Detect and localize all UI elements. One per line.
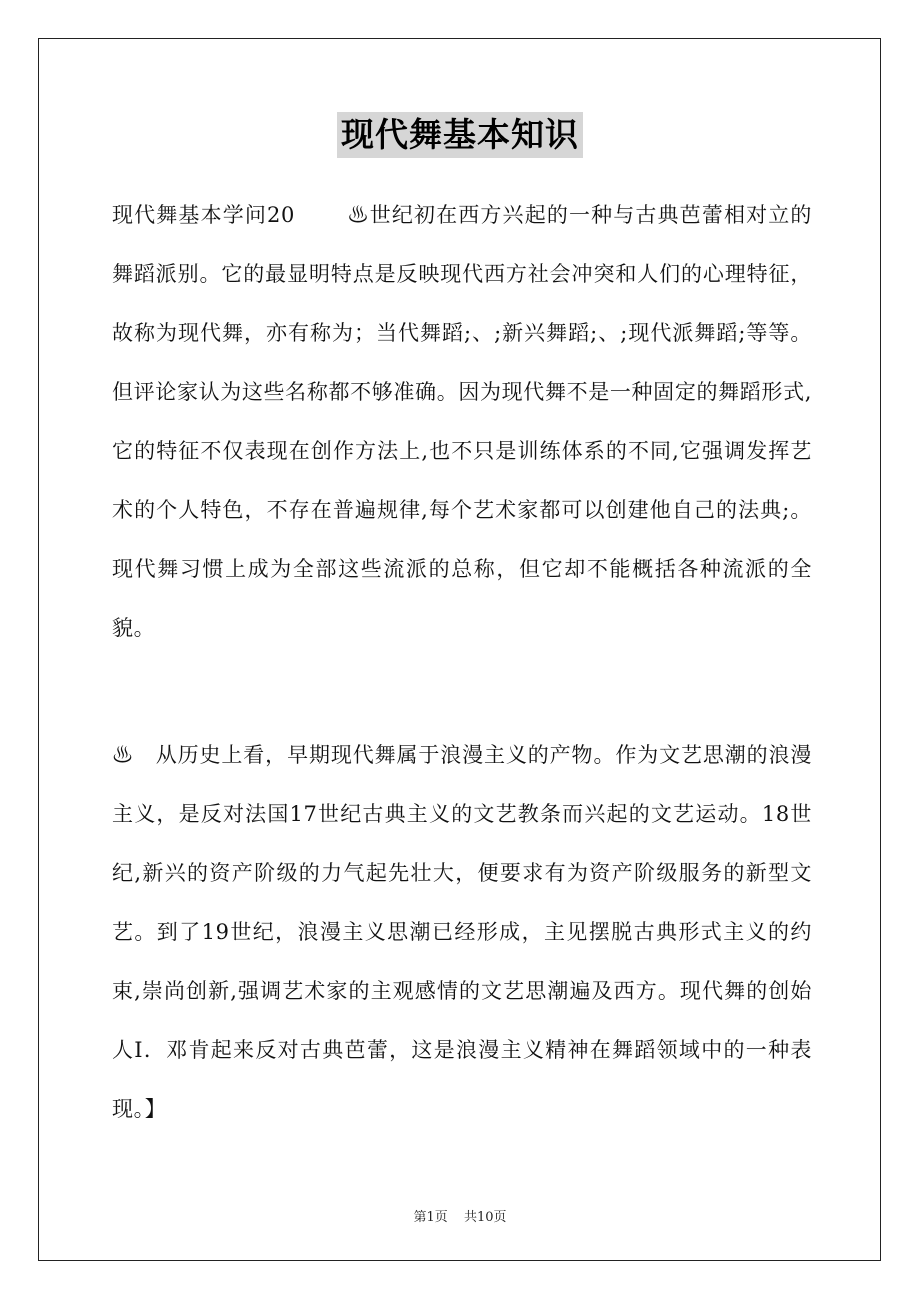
page-total: 共10页 xyxy=(463,1210,507,1225)
paragraph-intro: 现代舞基本学问20 ♨世纪初在西方兴起的一种与古典芭蕾相对立的舞蹈派别。它的最显明特点是反映现代西方社会冲突和人们的心理特征，故称为现代舞，亦有称为；当代舞蹈;、;新兴舞蹈;、;现代派舞蹈;等等。但评论家认为这些名称都不够准确。因为现代舞不是一种固定的舞蹈形式,它的特征不仅表现在创作方法上,也不只是训练体系的不同,它强调发挥艺术的个人特色，不存在普遍规律,每个艺术家都可以创建他自己的法典;。现代舞习惯上成为全部这些流派的总称，但它却不能概括各种流派的全貌。 xyxy=(112,203,812,640)
page-number: 第1页 xyxy=(413,1210,448,1225)
document-title: 现代舞基本知识 xyxy=(337,112,583,158)
document-title-wrap xyxy=(0,112,920,158)
page-footer xyxy=(0,1206,920,1225)
paragraph-history: ♨ 从历史上看，早期现代舞属于浪漫主义的产物。作为文艺思潮的浪漫主义，是反对法国17世纪古典主义的文艺教条而兴起的文艺运动。18世纪,新兴的资产阶级的力气起先壮大，便要求有为资产阶级服务的新型文艺。到了19世纪，浪漫主义思潮已经形成，主见摆脱古典形式主义的约束,崇尚创新,强调艺术家的主观感情的文艺思潮遍及西方。现代舞的创始人I．邓肯起来反对古典芭蕾，这是浪漫主义精神在舞蹈领域中的一种表现。】 xyxy=(112,743,812,1121)
